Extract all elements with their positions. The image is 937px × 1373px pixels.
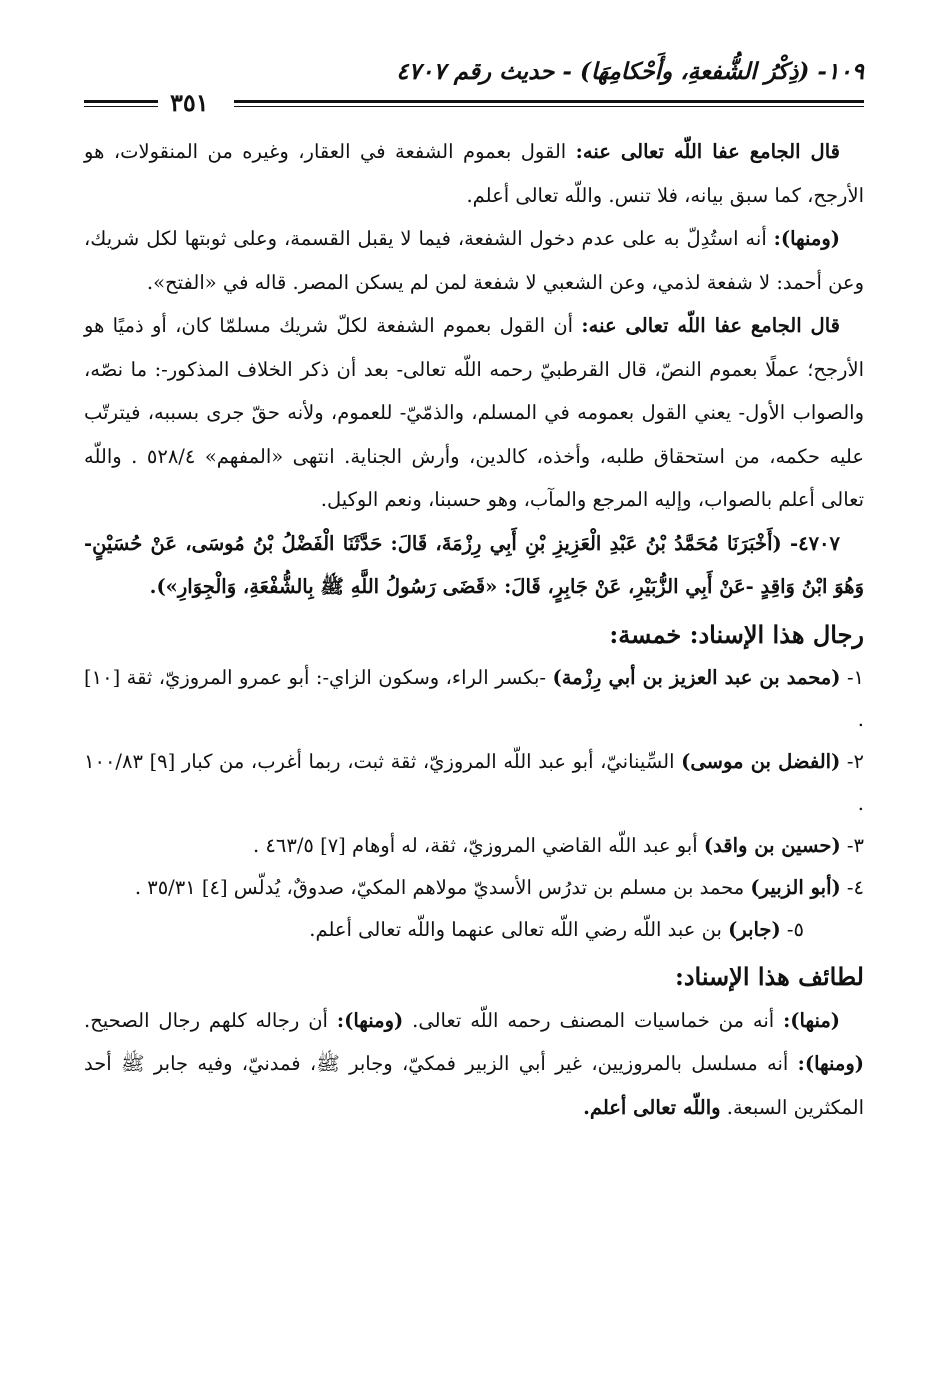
paragraph-1: [84, 130, 864, 217]
narrator-name: (حسين بن واقد): [703, 833, 841, 857]
narrator-item: [84, 909, 864, 951]
subtlety-text-3: أنه مسلسل بالمروزيين، غير أبي الزبير فمكيّ، وجابر ﷺ، فمدنيّ، وفيه جابر ﷺ أحد المكثرين السبعة.: [84, 1052, 864, 1119]
narrator-name: (أبو الزبير): [750, 875, 841, 899]
page-number: ٣٥١: [170, 88, 209, 117]
narrator-name: (جابر): [728, 917, 781, 941]
paragraph-3: [84, 304, 864, 522]
narrator-list: [84, 657, 864, 951]
subtlety-closing: واللّه تعالى أعلم.: [583, 1095, 721, 1119]
subtlety-text-1: أنه من خماسيات المصنف رحمه اللّه تعالى.: [403, 1008, 784, 1032]
page-body: [84, 130, 864, 1129]
subtleties-paragraph: [84, 999, 864, 1130]
narrator-number: ٢-: [846, 749, 864, 773]
header-rule-left: [84, 100, 158, 107]
narrators-heading: رجال هذا الإسناد: خمسة:: [609, 619, 864, 649]
paragraph-3-lead: قال الجامع عفا اللّه تعالى عنه:: [581, 314, 840, 337]
narrator-item: [84, 657, 864, 741]
narrator-number: ١-: [846, 665, 865, 689]
paragraph-2: [84, 217, 864, 304]
narrator-description: بن عبد اللّه رضي اللّه تعالى عنهما واللّه تعالى أعلم.: [309, 917, 729, 941]
narrator-number: ٤-: [846, 875, 864, 899]
paragraph-3-text: أن القول بعموم الشفعة لكلّ شريك مسلمّا كان، أو ذميًا هو الأرجح؛ عملًا بعموم النصّ، قال القرطبيّ رحمه اللّه تعالى- بعد أن ذكر الخلاف المذكور-: ما نصّه، والصواب الأول- يعني القول بعمومه في المسلم، والذمّيّ- للعموم، ولأنه حقّ جرى بسببه، فيترتّب عليه حكمه، من استحقاق طلبه، وأخذه، كالدين، وأرش الجناية. انتهى «المفهم» ٥٢٨/٤ . واللّه تعالى أعلم بالصواب، وإليه المرجع والمآب، وهو حسبنا، ونعم الوكيل.: [84, 314, 864, 511]
paragraph-2-text: أنه استُدِلّ به على عدم دخول الشفعة، فيما لا يقبل القسمة، وعلى ثوبتها لكل شريك، وعن أحمد: لا شفعة لذمي، وعن الشعبي لا شفعة لمن لم يسكن المصر. قاله في «الفتح».: [84, 227, 864, 294]
paragraph-1-lead: قال الجامع عفا اللّه تعالى عنه:: [575, 140, 840, 163]
narrator-description: أبو عبد اللّه القاضي المروزيّ، ثقة، له أوهام [٧] ٤٦٣/٥ .: [253, 833, 704, 857]
narrator-description: السِّينانيّ، أبو عبد اللّه المروزيّ، ثقة ثبت، ربما أغرب، من كبار [٩] ١٠٠/٨٣ .: [84, 749, 864, 815]
subtlety-lead-1: (منها):: [783, 1008, 841, 1032]
narrator-description: محمد بن مسلم بن تدرُس الأسديّ مولاهم المكيّ، صدوقٌ، يُدلّس [٤] ٣٥/٣١ .: [134, 875, 751, 899]
paragraph-1-text: القول بعموم الشفعة في العقار، وغيره من المنقولات، هو الأرجح، كما سبق بيانه، فلا تنس. واللّه تعالى أعلم.: [84, 140, 864, 207]
narrator-item: [84, 867, 864, 909]
narrator-item: [84, 825, 864, 867]
narrator-number: ٣-: [846, 833, 864, 857]
chapter-header: ١٠٩- (ذِكْرُ الشُّفعةِ، وأَحْكامِهَا) - حديث رقم ٤٧٠٧: [396, 58, 864, 85]
narrator-name: (الفضل بن موسى): [681, 749, 841, 773]
header-rule-right: [234, 100, 864, 107]
narrator-number: ٥-: [786, 917, 804, 941]
subtleties-heading: لطائف هذا الإسناد:: [674, 961, 864, 991]
narrator-item: [84, 741, 864, 825]
subtlety-lead-3: (ومنها):: [797, 1052, 864, 1075]
narrator-name: (محمد بن عبد العزيز بن أبي رِزْمة): [552, 665, 841, 689]
subtlety-text-2: أن رجاله كلهم رجال الصحيح.: [84, 1008, 337, 1032]
paragraph-2-lead: (ومنها):: [773, 227, 840, 250]
subtlety-lead-2: (ومنها):: [336, 1008, 404, 1032]
narrator-description: -بكسر الراء، وسكون الزاي-: أبو عمرو المروزيّ، ثقة [١٠] .: [84, 665, 864, 731]
hadith-text: ٤٧٠٧- (أَخْبَرَنَا مُحَمَّدُ بْنُ عَبْدِ الْعَزِيزِ بْنِ أَبِي رِزْمَةَ، قَالَ: حَدَّثَنَا الْفَضْلُ بْنُ مُوسَى، عَنْ حُسَيْنٍ- وَهُوَ ابْنُ وَاقِدٍ -عَنْ أَبِي الزُّبَيْرِ، عَنْ جَابِرٍ، قَالَ: «قَضَى رَسُولُ اللَّهِ ﷺ بِالشُّفْعَةِ، وَالْجِوَارِ»).: [84, 531, 864, 598]
